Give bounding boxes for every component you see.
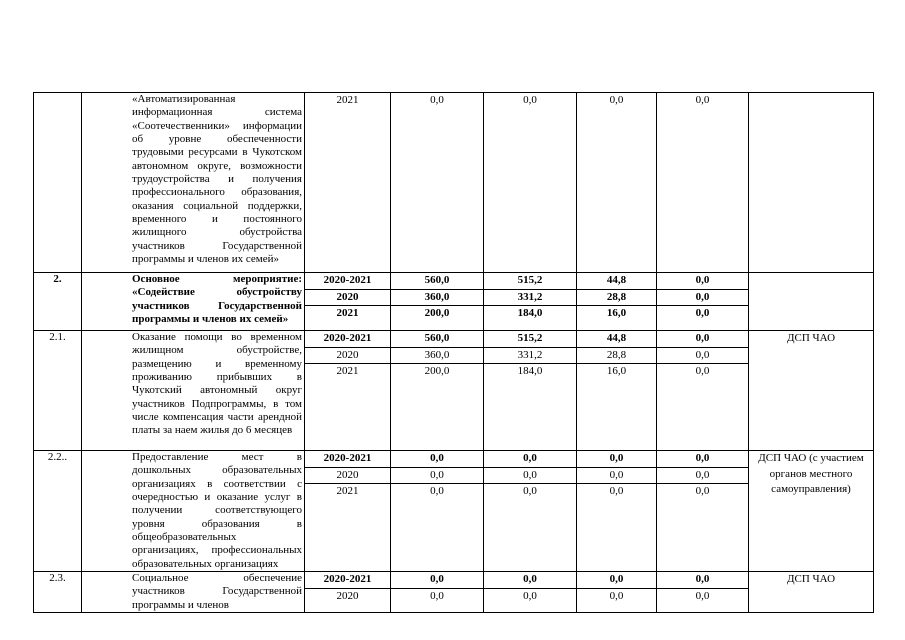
total-amount-cell xyxy=(391,273,484,331)
executor: ДСП ЧАО xyxy=(749,572,874,613)
total-amount-cell xyxy=(391,331,484,451)
regional-amount-cell xyxy=(577,93,657,273)
total-amount-value: 200,0 xyxy=(424,365,450,377)
local-amount-cell xyxy=(657,451,749,572)
regional-amount-value: 28,8 xyxy=(577,290,656,307)
federal-amount-value: 184,0 xyxy=(517,365,543,377)
federal-amount-value: 0,0 xyxy=(484,468,576,485)
table-row xyxy=(34,273,874,331)
period-value: 2020 xyxy=(305,468,390,485)
total-amount-value: 360,0 xyxy=(391,348,483,365)
row-number: 2.2.. xyxy=(34,451,82,572)
period-cell xyxy=(305,572,391,613)
period-value: 2020 xyxy=(305,348,390,365)
regional-amount-value: 0,0 xyxy=(609,589,624,602)
local-amount-value: 0,0 xyxy=(695,589,710,602)
total-amount-cell xyxy=(391,93,484,273)
local-amount-cell xyxy=(657,331,749,451)
federal-amount-value: 331,2 xyxy=(484,348,576,365)
period-value: 2020-2021 xyxy=(305,451,390,468)
program-table xyxy=(33,92,874,613)
regional-amount-value: 0,0 xyxy=(577,451,656,468)
period-value: 2021 xyxy=(336,307,359,319)
local-amount-value: 0,0 xyxy=(657,331,748,348)
total-amount-cell xyxy=(391,451,484,572)
activity-description-text: Оказание помощи во временном жилищном обустройстве, размещению и временному проживанию прибывших в Чукотский автономный округ участников Подпрограммы, в том числе компенсация части арендной платы за наем жилья до 6 месяцев xyxy=(132,331,302,437)
local-amount-cell xyxy=(657,93,749,273)
regional-amount-value: 44,8 xyxy=(577,273,656,290)
total-amount-value: 0,0 xyxy=(430,94,444,106)
local-amount-value: 0,0 xyxy=(657,348,748,365)
table-row xyxy=(34,451,874,572)
federal-amount-cell xyxy=(484,93,577,273)
regional-amount-cell xyxy=(577,331,657,451)
federal-amount-value: 0,0 xyxy=(523,94,537,106)
local-amount-value: 0,0 xyxy=(695,485,710,497)
local-amount-value: 0,0 xyxy=(657,273,748,290)
total-amount-value: 0,0 xyxy=(430,589,444,602)
federal-amount-value: 184,0 xyxy=(517,307,543,319)
regional-amount-value: 16,0 xyxy=(606,307,627,319)
period-value: 2020 xyxy=(336,589,359,602)
table-row xyxy=(34,93,874,273)
period-value: 2021 xyxy=(336,94,359,106)
local-amount-value: 0,0 xyxy=(695,94,710,106)
federal-amount-value: 515,2 xyxy=(484,273,576,290)
total-amount-cell xyxy=(391,572,484,613)
federal-amount-value: 0,0 xyxy=(523,589,537,602)
executor xyxy=(749,93,874,273)
executor: ДСП ЧАО xyxy=(749,331,874,451)
local-amount-value: 0,0 xyxy=(695,365,710,377)
federal-amount-cell xyxy=(484,451,577,572)
total-amount-value: 0,0 xyxy=(391,451,483,468)
regional-amount-value: 44,8 xyxy=(577,331,656,348)
total-amount-value: 0,0 xyxy=(391,468,483,485)
local-amount-value: 0,0 xyxy=(657,468,748,485)
total-amount-value: 560,0 xyxy=(391,331,483,348)
federal-amount-value: 331,2 xyxy=(484,290,576,307)
activity-description xyxy=(82,572,305,613)
activity-description-text: Предоставление мест в дошкольных образовательных организациях в соответствии с очередностью и оказание услуг в получении соответствующего уровня образования в общеобразовательных организациях, профессиональных образовательных организациях xyxy=(132,451,302,570)
activity-description xyxy=(82,451,305,572)
activity-description-text: Социальное обеспечение участников Государственной программы и членов xyxy=(132,572,302,611)
table-row xyxy=(34,331,874,451)
table-row xyxy=(34,572,874,613)
regional-amount-value: 0,0 xyxy=(609,94,624,106)
total-amount-value: 0,0 xyxy=(430,485,444,497)
local-amount-value: 0,0 xyxy=(695,307,710,319)
federal-amount-value: 0,0 xyxy=(484,451,576,468)
period-cell xyxy=(305,273,391,331)
federal-amount-value: 515,2 xyxy=(484,331,576,348)
regional-amount-value: 28,8 xyxy=(577,348,656,365)
local-amount-value: 0,0 xyxy=(657,290,748,307)
period-value: 2021 xyxy=(336,365,359,377)
activity-description-text: «Автоматизированная информационная система «Соотечественники» информации об уровне обеспеченности трудовыми ресурсами в Чукотском автономном округе, возможности трудоустройства и получения профессионального образования, оказания социальной поддержки, временного и постоянного жилищного обустройства участников Государственной программы и членов их семей» xyxy=(132,93,302,266)
period-cell xyxy=(305,331,391,451)
period-value: 2020 xyxy=(305,290,390,307)
regional-amount-value: 0,0 xyxy=(577,468,656,485)
total-amount-value: 200,0 xyxy=(424,307,450,319)
local-amount-cell xyxy=(657,572,749,613)
period-value: 2021 xyxy=(336,485,359,497)
federal-amount-cell xyxy=(484,572,577,613)
federal-amount-cell xyxy=(484,331,577,451)
activity-description xyxy=(82,331,305,451)
local-amount-cell xyxy=(657,273,749,331)
local-amount-value: 0,0 xyxy=(657,451,748,468)
regional-amount-value: 16,0 xyxy=(606,365,627,377)
row-number: 2.3. xyxy=(34,572,82,613)
period-value: 2020-2021 xyxy=(305,273,390,290)
total-amount-value: 360,0 xyxy=(391,290,483,307)
regional-amount-cell xyxy=(577,273,657,331)
activity-description xyxy=(82,93,305,273)
period-cell xyxy=(305,451,391,572)
period-value: 2020-2021 xyxy=(305,331,390,348)
federal-amount-cell xyxy=(484,273,577,331)
period-value: 2020-2021 xyxy=(305,572,390,589)
regional-amount-cell xyxy=(577,451,657,572)
federal-amount-value: 0,0 xyxy=(523,485,537,497)
regional-amount-value: 0,0 xyxy=(577,572,656,589)
regional-amount-value: 0,0 xyxy=(609,485,624,497)
executor: ДСП ЧАО (с участием органов местного самоуправления) xyxy=(749,451,874,572)
row-number: 2. xyxy=(34,273,82,331)
activity-description xyxy=(82,273,305,331)
activity-description-text: Основное мероприятие: «Содействие обустройству участников Государственной программы и членов их семей» xyxy=(132,273,302,326)
total-amount-value: 560,0 xyxy=(391,273,483,290)
total-amount-value: 0,0 xyxy=(391,572,483,589)
row-number: 2.1. xyxy=(34,331,82,451)
row-number xyxy=(34,93,82,273)
local-amount-value: 0,0 xyxy=(657,572,748,589)
federal-amount-value: 0,0 xyxy=(484,572,576,589)
regional-amount-cell xyxy=(577,572,657,613)
executor xyxy=(749,273,874,331)
period-cell xyxy=(305,93,391,273)
